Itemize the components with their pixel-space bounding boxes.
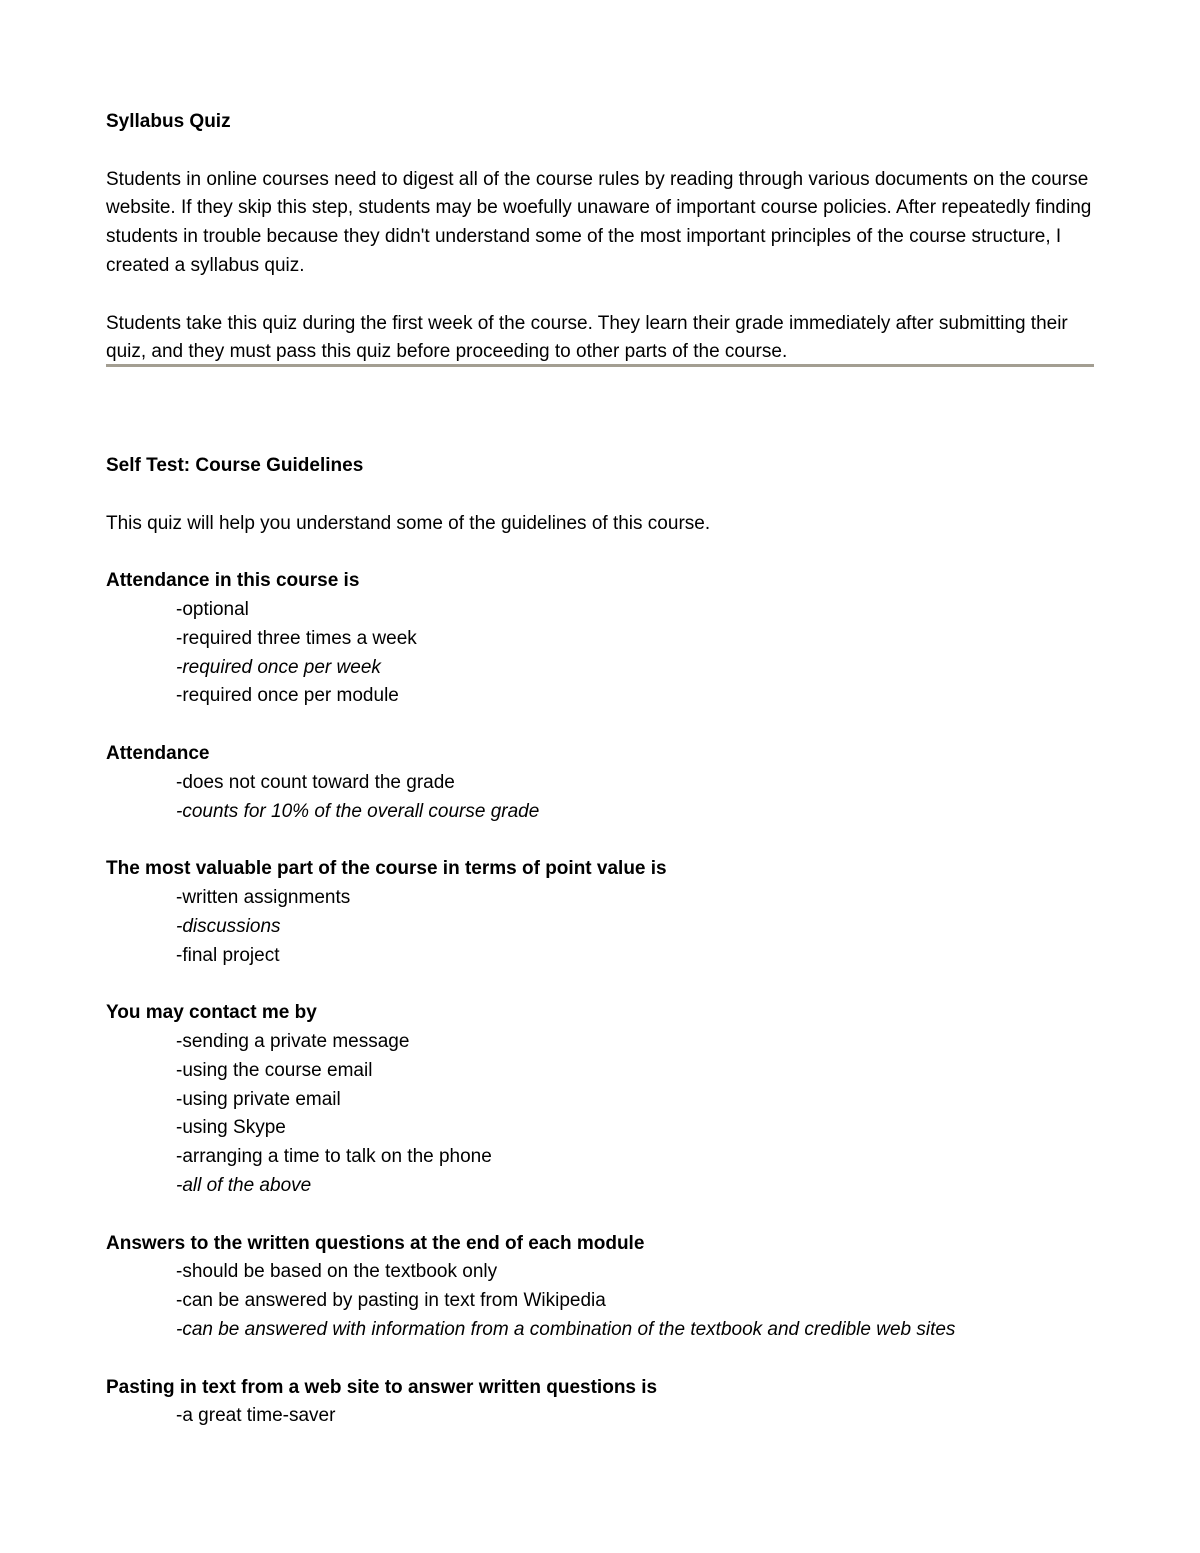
answer-option-correct: -discussions — [176, 915, 281, 937]
intro-paragraph-2: Students take this quiz during the first week of the course. They learn their grade immediately after submitting their quiz, and they must pass this quiz before proceeding to other parts of the course. — [106, 312, 1068, 363]
answer-option: -should be based on the textbook only — [176, 1261, 498, 1283]
question-list — [106, 567, 1096, 1431]
quiz-description: This quiz will help you understand some of the guidelines of this course. — [106, 512, 711, 534]
answer-option: -required once per module — [176, 685, 399, 707]
question-block — [106, 740, 1096, 855]
question-block — [106, 1230, 1096, 1374]
intro-section — [106, 108, 1096, 367]
question-prompt: You may contact me by — [106, 1002, 317, 1024]
answer-option: -using the course email — [176, 1059, 373, 1081]
answer-option: -arranging a time to talk on the phone — [176, 1146, 492, 1168]
answer-option: -final project — [176, 944, 280, 966]
answer-option: -a great time-saver — [176, 1405, 336, 1427]
question-block — [106, 567, 1096, 740]
question-prompt: Attendance in this course is — [106, 570, 360, 592]
answer-option: -optional — [176, 598, 249, 620]
question-block — [106, 1374, 1096, 1432]
intro-title: Syllabus Quiz — [106, 111, 231, 132]
answer-option: -sending a private message — [176, 1030, 410, 1052]
answer-option: -can be answered by pasting in text from Wikipedia — [176, 1290, 606, 1312]
answer-option-correct: -can be answered with information from a combination of the textbook and credible web sites — [176, 1318, 956, 1340]
question-prompt: The most valuable part of the course in terms of point value is — [106, 858, 667, 880]
answer-option-correct: -counts for 10% of the overall course grade — [176, 800, 540, 822]
quiz-section — [106, 452, 1096, 1431]
section-divider — [106, 364, 1094, 367]
question-block — [106, 855, 1096, 999]
answer-option: -using private email — [176, 1088, 341, 1110]
intro-paragraph-1: Students in online courses need to digest all of the course rules by reading through various documents on the course website. If they skip this step, students may be woefully unaware of important course policies. After repeatedly finding students in trouble because they didn't understand some of the most important principles of the course structure, I created a syllabus quiz. — [106, 168, 1092, 276]
question-prompt: Attendance — [106, 742, 210, 764]
answer-option: -using Skype — [176, 1117, 286, 1139]
question-block — [106, 999, 1096, 1229]
quiz-title: Self Test: Course Guidelines — [106, 455, 364, 476]
answer-option: -does not count toward the grade — [176, 771, 455, 793]
answer-option-correct: -required once per week — [176, 656, 381, 678]
question-prompt: Answers to the written questions at the end of each module — [106, 1232, 645, 1254]
answer-option: -required three times a week — [176, 627, 417, 649]
question-prompt: Pasting in text from a web site to answer written questions is — [106, 1376, 658, 1398]
answer-option-correct: -all of the above — [176, 1174, 312, 1196]
answer-option: -written assignments — [176, 886, 351, 908]
